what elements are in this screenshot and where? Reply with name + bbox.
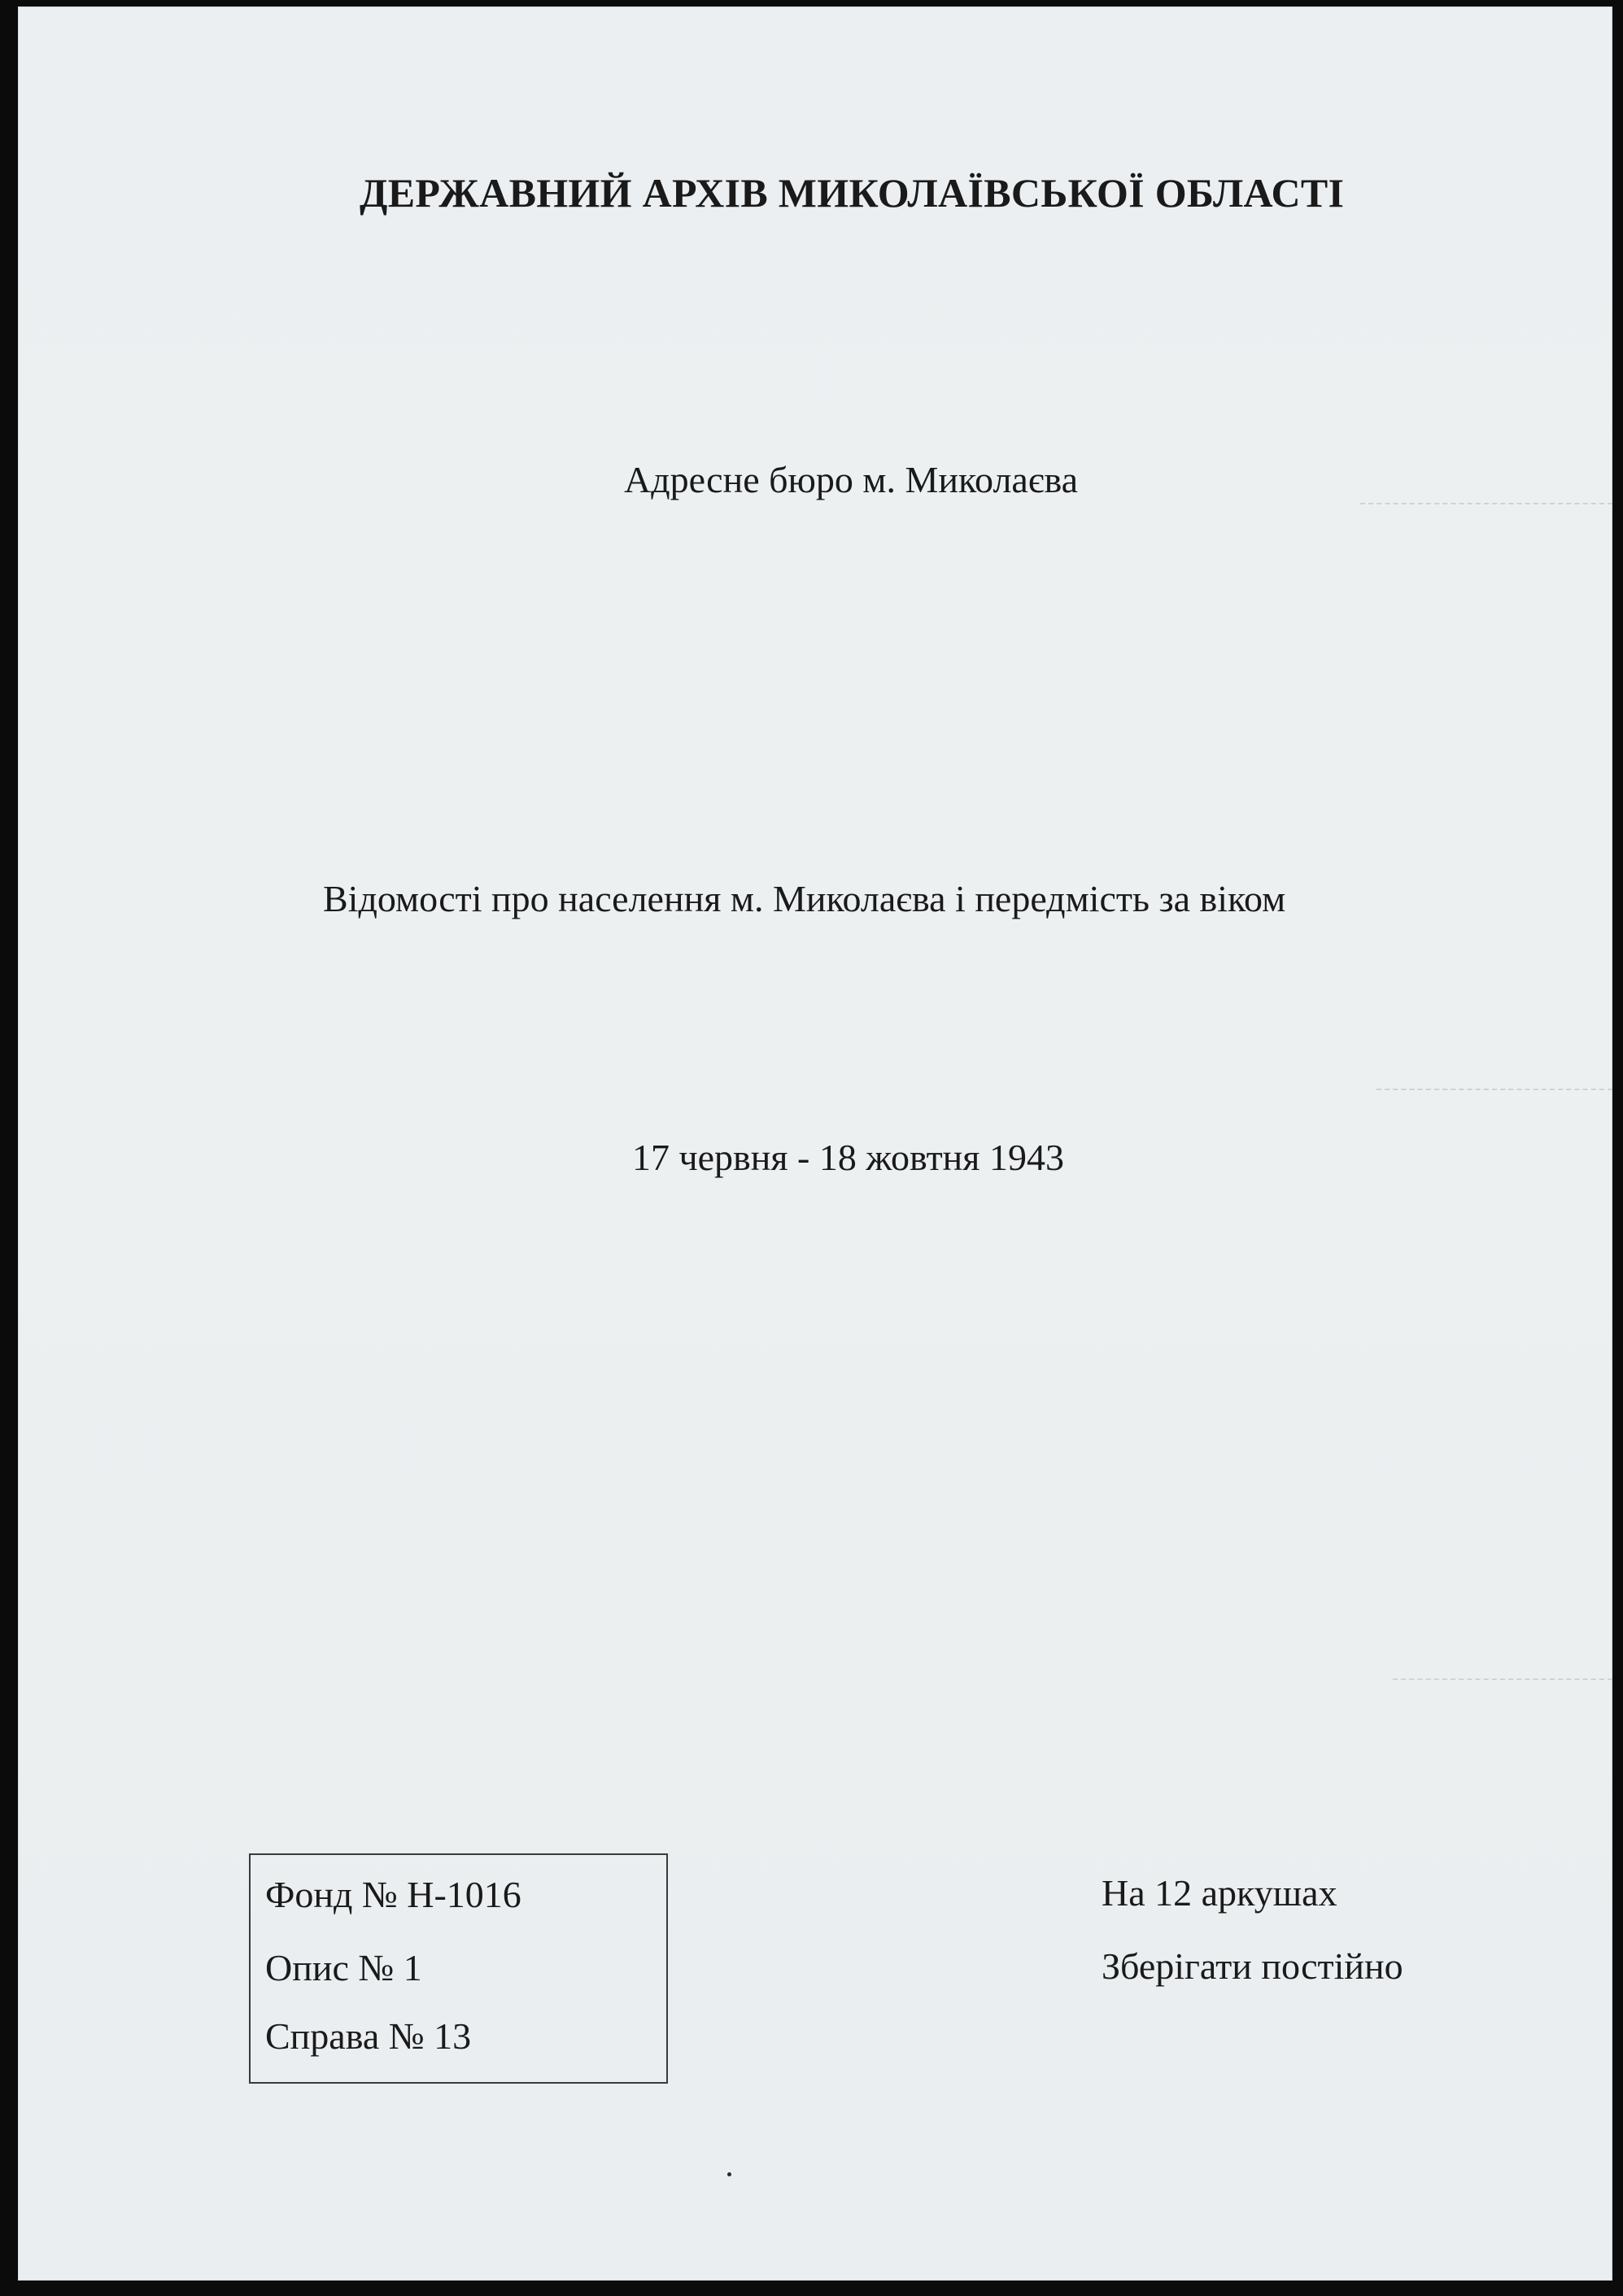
reference-opys: Опис № 1 <box>265 1947 422 1988</box>
reference-fond: Фонд № Н-1016 <box>265 1874 521 1915</box>
case-title: Відомості про населення м. Миколаєва і передмість за віком <box>323 878 1286 919</box>
paper-speck <box>727 2172 731 2176</box>
reference-sprava: Справа № 13 <box>265 2015 472 2057</box>
faint-dash-mark <box>1376 1089 1612 1090</box>
storage-term: Зберігати постійно <box>1102 1945 1403 1987</box>
reference-box <box>249 1853 668 2084</box>
faint-dash-mark <box>1393 1678 1612 1680</box>
faint-dash-mark <box>1360 503 1612 504</box>
document-page <box>18 7 1612 2281</box>
archive-title: ДЕРЖАВНИЙ АРХІВ МИКОЛАЇВСЬКОЇ ОБЛАСТІ <box>360 170 1345 216</box>
sheets-count: На 12 аркушах <box>1102 1872 1337 1914</box>
date-range: 17 червня - 18 жовтня 1943 <box>632 1137 1064 1178</box>
fund-creator: Адресне бюро м. Миколаєва <box>624 459 1079 500</box>
